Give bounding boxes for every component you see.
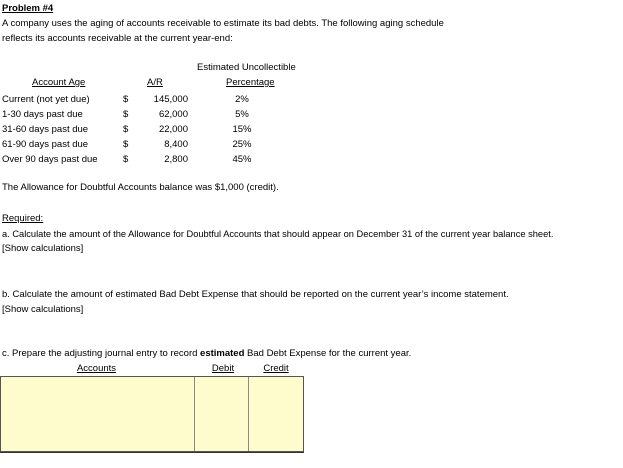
journal-credit-header: Credit — [263, 363, 289, 374]
ar-header: A/R — [147, 77, 163, 88]
aging-row — [0, 152, 623, 167]
journal-accounts-header: Accounts — [76, 363, 117, 374]
journal-debit-header: Debit — [211, 363, 235, 374]
currency-symbol: $ — [123, 109, 129, 120]
account-age-cell: 31-60 days past due — [2, 124, 89, 135]
question-c-text — [2, 348, 411, 360]
question-a-hint: [Show calculations] — [2, 243, 84, 254]
currency-symbol: $ — [123, 124, 129, 135]
allowance-balance-note: The Allowance for Doubtful Accounts balance was $1,000 (credit). — [2, 182, 279, 193]
journal-bottom-rule — [0, 452, 304, 453]
aging-row — [0, 137, 623, 152]
question-a-text: a. Calculate the amount of the Allowance for Doubtful Accounts that should appear on December 31 of the current year balance sheet. — [2, 229, 554, 239]
currency-symbol: $ — [123, 139, 129, 150]
ar-value-cell: 62,000 — [158, 109, 188, 120]
journal-column-divider — [248, 377, 249, 451]
question-c-suffix: Bad Debt Expense for the current year. — [244, 348, 412, 359]
account-age-cell: 61-90 days past due — [2, 139, 89, 150]
aging-row — [0, 107, 623, 122]
percentage-cell: 25% — [232, 139, 252, 150]
required-heading: Required: — [2, 213, 44, 224]
ar-value-cell: 2,800 — [164, 154, 188, 165]
percentage-cell: 2% — [235, 94, 249, 105]
percentage-cell: 5% — [235, 109, 249, 120]
journal-entry-input-area[interactable] — [0, 376, 304, 452]
question-c-bold: estimated — [200, 348, 245, 359]
ar-value-cell: 145,000 — [153, 94, 188, 105]
percentage-header: Percentage — [226, 77, 275, 88]
ar-value-cell: 8,400 — [164, 139, 188, 150]
intro-line-2: reflects its accounts receivable at the current year-end: — [2, 33, 233, 44]
question-b-hint: [Show calculations] — [2, 304, 84, 315]
aging-row — [0, 122, 623, 137]
question-c-prefix: c. Prepare the adjusting journal entry to record — [2, 348, 201, 359]
intro-line-1: A company uses the aging of accounts receivable to estimate its bad debts. The following aging schedule — [2, 18, 444, 29]
problem-title: Problem #4 — [2, 3, 54, 14]
account-age-cell: 1-30 days past due — [2, 109, 83, 120]
percentage-cell: 15% — [232, 124, 252, 135]
percentage-cell: 45% — [232, 154, 252, 165]
currency-symbol: $ — [123, 94, 129, 105]
question-b-text: b. Calculate the amount of estimated Bad Debt Expense that should be reported on the current year’s income statement. — [2, 289, 509, 300]
account-age-header: Account Age — [32, 77, 86, 88]
currency-symbol: $ — [123, 154, 129, 165]
journal-column-divider — [194, 377, 195, 451]
estimated-uncollectible-header: Estimated Uncollectible — [197, 62, 296, 73]
account-age-cell: Over 90 days past due — [2, 154, 98, 165]
account-age-cell: Current (not yet due) — [2, 94, 90, 105]
ar-value-cell: 22,000 — [158, 124, 188, 135]
aging-row — [0, 92, 623, 107]
